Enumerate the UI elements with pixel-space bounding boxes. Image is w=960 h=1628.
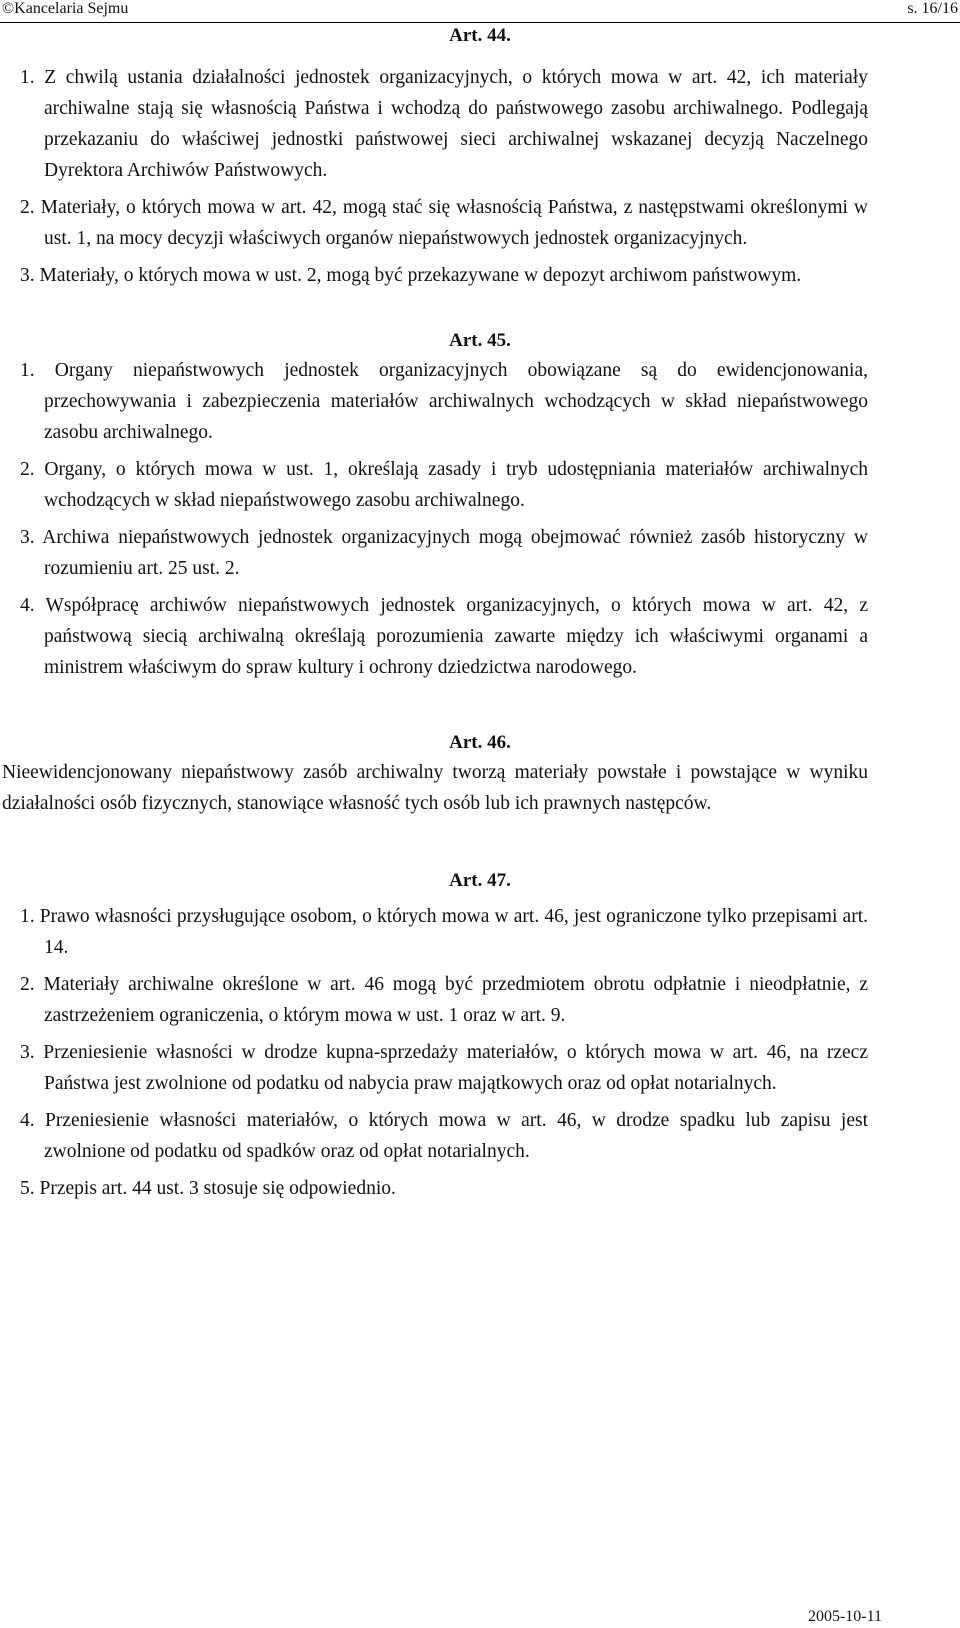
article-item: 3. Materiały, o których mowa w ust. 2, mogą być przekazywane w depozyt archiwom państwowym. bbox=[20, 265, 802, 286]
article-title: Art. 46. bbox=[449, 732, 511, 753]
article-item: 4. Współpracę archiwów niepaństwowych jednostek organizacyjnych, o których mowa w art. 42, z państwową siecią archiwalną określają porozumienia zawarte między ich właściwymi organami a ministrem właściwym do spraw kultury i ochrony dziedzictwa narodowego. bbox=[20, 595, 868, 678]
article-item: 4. Przeniesienie własności materiałów, o których mowa w art. 46, w drodze spadku lub zapisu jest zwolnione od podatku od spadków oraz od opłat notarialnych. bbox=[20, 1110, 868, 1162]
article-item: 3. Archiwa niepaństwowych jednostek organizacyjnych mogą obejmować również zasób historyczny w rozumieniu art. 25 ust. 2. bbox=[20, 527, 868, 579]
publisher-label: ©Kancelaria Sejmu bbox=[2, 0, 129, 17]
article-45 bbox=[0, 329, 960, 683]
article-item: 2. Materiały, o których mowa w art. 42, mogą stać się własnością Państwa, z następstwami określonymi w ust. 1, na mocy decyzji właściwych organów niepaństwowych jednostek organizacyjnych. bbox=[20, 197, 868, 249]
article-item: 5. Przepis art. 44 ust. 3 stosuje się odpowiednio. bbox=[20, 1178, 396, 1199]
article-item: 3. Przeniesienie własności w drodze kupna-sprzedaży materiałów, o których mowa w art. 46, na rzecz Państwa jest zwolnione od podatku od nabycia praw majątkowych oraz od opłat notarialnych. bbox=[20, 1042, 868, 1094]
page-header bbox=[0, 0, 960, 23]
article-title: Art. 47. bbox=[449, 870, 511, 891]
document-body bbox=[0, 22, 960, 1210]
article-item: 1. Prawo własności przysługujące osobom, o których mowa w art. 46, jest ograniczone tylko przepisami art. 14. bbox=[20, 906, 868, 958]
article-text: Nieewidencjonowany niepaństwowy zasób archiwalny tworzą materiały powstałe i powstające w wyniku działalności osób fizycznych, stanowiące własność tych osób lub ich prawnych następców. bbox=[2, 762, 868, 814]
article-46 bbox=[0, 731, 960, 819]
article-item: 2. Organy, o których mowa w ust. 1, określają zasady i tryb udostępniania materiałów archiwalnych wchodzących w skład niepaństwowego zasobu archiwalnego. bbox=[20, 459, 868, 511]
article-item: 1. Organy niepaństwowych jednostek organizacyjnych obowiązane są do ewidencjonowania, przechowywania i zabezpieczenia materiałów archiwalnych wchodzących w skład niepaństwowego zasobu archiwalnego. bbox=[20, 360, 868, 443]
article-item: 1. Z chwilą ustania działalności jednostek organizacyjnych, o których mowa w art. 42, ich materiały archiwalne stają się własnością Państwa i wchodzą do państwowego zasobu archiwalnego. Podlegają przekazaniu do właściwej jednostki państwowej sieci archiwalnej wskazanej decyzją Naczelnego Dyrektora Archiwów Państwowych. bbox=[20, 67, 868, 181]
article-title: Art. 44. bbox=[449, 25, 511, 46]
page-footer-date: 2005-10-11 bbox=[807, 1608, 882, 1625]
article-47 bbox=[0, 869, 960, 1204]
page-number: s. 16/16 bbox=[907, 0, 958, 17]
article-title: Art. 45. bbox=[449, 330, 511, 351]
article-44 bbox=[0, 24, 960, 291]
article-item: 2. Materiały archiwalne określone w art. 46 mogą być przedmiotem obrotu odpłatnie i nieodpłatnie, z zastrzeżeniem ograniczenia, o którym mowa w ust. 1 oraz w art. 9. bbox=[20, 974, 868, 1026]
